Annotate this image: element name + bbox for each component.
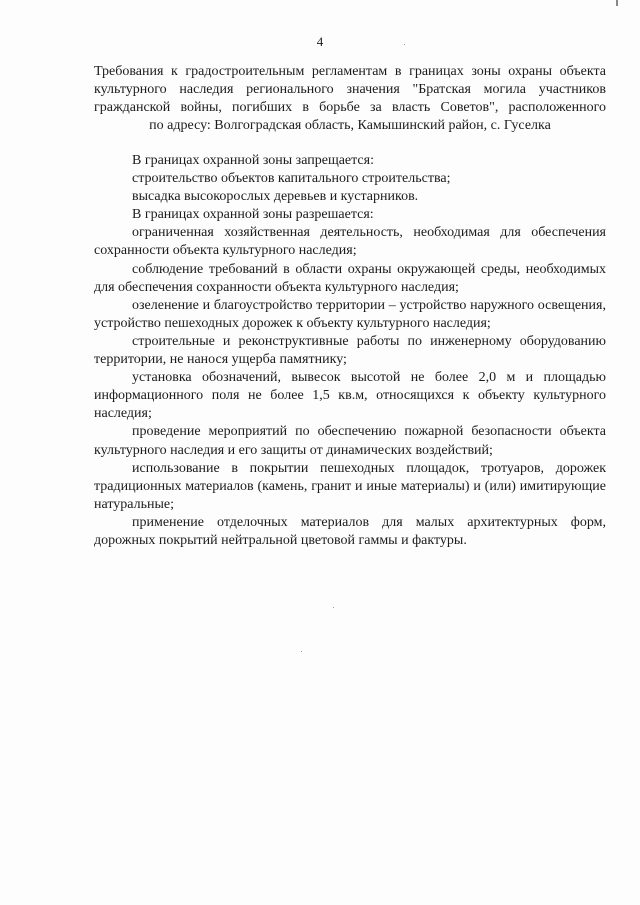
paragraph-prohibited-construction: строительство объектов капитального строительства; <box>132 171 451 187</box>
paragraph-prohibited-heading: В границах охранной зоны запрещается: <box>132 153 374 168</box>
paragraph-engineering-works: строительные и реконструктивные работы по инженерному оборудованию территории, не нанося ущерба памятнику; <box>94 333 606 368</box>
document-title <box>94 63 606 135</box>
paragraph-landscaping: озеленение и благоустройство территории – устройство наружного освещения, устройство пешеходных дорожек к объекту культурного наследия; <box>94 297 606 331</box>
title-line-3: гражданской войны, погибших в борьбе за власть Советов", расположенного <box>94 100 606 115</box>
paragraph-finishing-materials: применение отделочных материалов для малых архитектурных форм, дорожных покрытий нейтральной цветовой гаммы и фактуры. <box>94 514 606 548</box>
paragraph-limited-activity: ограниченная хозяйственная деятельность, необходимая для обеспечения сохранности объекта культурного наследия; <box>94 225 606 259</box>
paragraph-paving-materials: использование в покрытии пешеходных площадок, тротуаров, дорожек традиционных материалов (камень, гранит и иные материалы) и (или) имитирующие натуральные; <box>94 460 606 512</box>
page-number: 4 <box>316 34 324 49</box>
paragraph-environment: соблюдение требований в области охраны окружающей среды, необходимых для обеспечения сохранности объекта культурного наследия; <box>94 261 606 295</box>
paragraph-permitted-heading: В границах охранной зоны разрешается: <box>132 207 374 223</box>
scan-speck <box>301 651 302 652</box>
title-line-2: культурного наследия регионального значения "Братская могила участников <box>94 82 606 97</box>
document-body <box>94 152 606 550</box>
scan-speck <box>333 607 334 608</box>
title-line-4: по адресу: Волгоградская область, Камышинский район, с. Гуселка <box>149 118 551 133</box>
title-line-1: Требования к градостроительным регламентам в границах зоны охраны объекта <box>94 64 606 79</box>
paragraph-prohibited-planting: высадка высокорослых деревьев и кустарников. <box>132 189 419 205</box>
scan-speck <box>404 44 405 45</box>
scan-corner-mark <box>616 0 618 6</box>
paragraph-fire-safety: проведение мероприятий по обеспечению пожарной безопасности объекта культурного наследия и его защиты от динамических воздействий; <box>94 424 606 458</box>
paragraph-signage: установка обозначений, вывесок высотой не более 2,0 м и площадью информационного поля не более 1,5 кв.м, относящихся к объекту культурного наследия; <box>94 370 606 422</box>
